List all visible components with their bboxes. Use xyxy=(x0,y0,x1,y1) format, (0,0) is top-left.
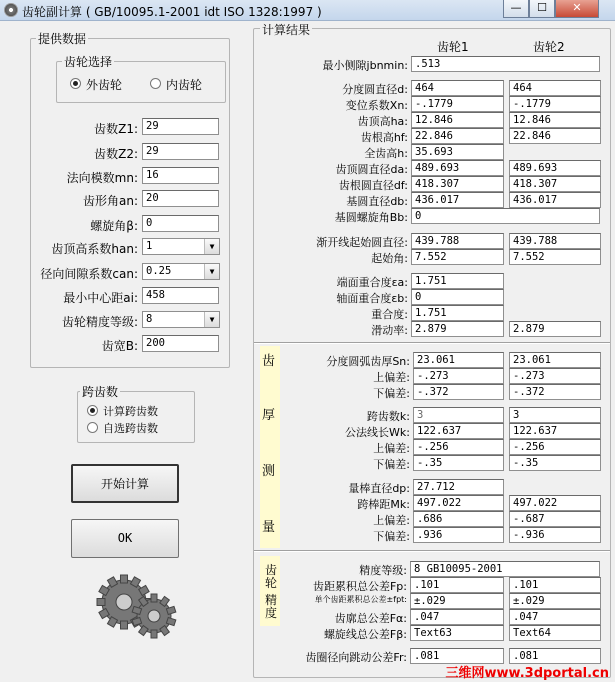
result-label: 跨齿数k: xyxy=(366,410,410,423)
result-value-gear1: .936 xyxy=(413,527,504,543)
result-value-gear2: 418.307 xyxy=(509,176,601,192)
input-value: 20 xyxy=(146,192,159,204)
ok-button[interactable]: OK xyxy=(71,519,179,558)
result-label: 齿顶圆直径da: xyxy=(335,163,408,176)
result-value-gear1: 3 xyxy=(413,407,504,423)
input-field[interactable] xyxy=(142,287,219,304)
result-label: 齿廓总公差Fα: xyxy=(334,612,407,625)
input-field-label: 径向间隙系数can: xyxy=(40,267,138,281)
result-value-gear2: 436.017 xyxy=(509,192,601,208)
gear-illustration xyxy=(92,570,182,642)
result-value-gear2: 122.637 xyxy=(509,423,601,439)
result-value-gear1: .513 xyxy=(411,56,600,72)
result-value-gear1: .101 xyxy=(410,577,504,593)
result-label: 基圆螺旋角Bb: xyxy=(334,211,408,224)
result-label: 螺旋线总公差Fβ: xyxy=(323,628,407,641)
result-label: 齿顶高ha: xyxy=(357,115,408,128)
result-label: 齿根高hf: xyxy=(360,131,408,144)
input-value: 458 xyxy=(146,289,165,301)
result-label: 上偏差: xyxy=(373,371,410,384)
input-field[interactable] xyxy=(142,215,219,232)
calc-span-radio[interactable] xyxy=(87,405,98,416)
watermark-text: 三维网www.3dportal.cn xyxy=(445,666,609,681)
result-value-gear1: 464 xyxy=(411,80,504,96)
result-value-gear2: 2.879 xyxy=(509,321,601,337)
internal-gear-radio[interactable] xyxy=(150,78,161,89)
input-value: 200 xyxy=(146,337,165,349)
result-value-gear2: 439.788 xyxy=(509,233,601,249)
input-group-title: 提供数据 xyxy=(38,32,87,46)
result-value-gear1: 35.693 xyxy=(411,144,504,160)
result-label: 跨棒距Mk: xyxy=(357,498,410,511)
gear1-column-header: 齿轮1 xyxy=(437,40,469,54)
thickness-char: 量 xyxy=(262,520,276,535)
maximize-button[interactable]: ☐ xyxy=(529,0,555,18)
result-label: 全齿高h: xyxy=(364,147,408,160)
result-label: 下偏差: xyxy=(373,530,410,543)
gear2-column-header: 齿轮2 xyxy=(533,40,565,54)
result-value-gear1: 22.846 xyxy=(411,128,504,144)
result-value-gear1: -.1779 xyxy=(411,96,504,112)
external-gear-radio[interactable] xyxy=(70,78,81,89)
chevron-down-icon[interactable]: ▼ xyxy=(204,264,219,279)
result-label: 上偏差: xyxy=(373,514,410,527)
result-value-gear2: .081 xyxy=(509,648,601,664)
input-field[interactable] xyxy=(142,335,219,352)
result-value-gear1: 497.022 xyxy=(413,495,504,511)
result-value-gear2: Text64 xyxy=(509,625,601,641)
result-value-gear1: 1.751 xyxy=(411,273,504,289)
results-group-title: 计算结果 xyxy=(262,23,311,37)
separator xyxy=(254,342,610,344)
input-field[interactable] xyxy=(142,118,219,135)
calc-span-label[interactable]: 计算跨齿数 xyxy=(103,405,158,418)
gear-type-title: 齿轮选择 xyxy=(64,55,113,69)
custom-span-label[interactable]: 自选跨齿数 xyxy=(103,422,158,435)
result-label: 变位系数Xn: xyxy=(345,99,408,112)
input-combo[interactable] xyxy=(142,238,220,255)
input-field-label: 齿数Z2: xyxy=(94,147,138,161)
result-value-gear1: 8 GB10095-2001 xyxy=(410,561,600,577)
thickness-char: 齿 xyxy=(262,354,276,369)
result-value-gear1: 489.693 xyxy=(411,160,504,176)
result-value-gear2: 23.061 xyxy=(509,352,601,368)
input-value: 16 xyxy=(146,169,159,181)
result-value-gear1: 2.879 xyxy=(411,321,504,337)
result-label: 分度圆直径d: xyxy=(342,83,408,96)
result-value-gear2: 22.846 xyxy=(509,128,601,144)
input-combo[interactable] xyxy=(142,263,220,280)
result-value-gear2: 489.693 xyxy=(509,160,601,176)
input-field-label: 齿顶高系数han: xyxy=(51,242,138,256)
accuracy-char: 精度 xyxy=(264,593,277,620)
start-calc-button[interactable]: 开始计算 xyxy=(71,464,179,503)
result-label: 最小侧隙jbnmin: xyxy=(322,59,408,72)
input-value: 29 xyxy=(146,145,159,157)
result-value-gear1: 122.637 xyxy=(413,423,504,439)
result-value-gear1: 0 xyxy=(411,208,600,224)
result-value-gear2: .101 xyxy=(509,577,601,593)
result-value-gear1: 23.061 xyxy=(413,352,504,368)
input-field-label: 螺旋角β: xyxy=(90,219,138,233)
result-value-gear2: .047 xyxy=(509,609,601,625)
result-value-gear2: ±.029 xyxy=(509,593,601,609)
thickness-char: 测 xyxy=(262,464,276,479)
input-combo[interactable] xyxy=(142,311,220,328)
result-label: 齿距累积总公差Fp: xyxy=(312,580,407,593)
gear-app-icon xyxy=(4,3,18,17)
result-value-gear1: 439.788 xyxy=(411,233,504,249)
separator xyxy=(254,550,610,552)
external-gear-label[interactable]: 外齿轮 xyxy=(86,78,123,92)
result-value-gear1: -.256 xyxy=(413,439,504,455)
result-label: 齿圈径向跳动公差Fr: xyxy=(305,651,407,664)
result-label: 滑动率: xyxy=(371,324,408,337)
result-label: 下偏差: xyxy=(373,387,410,400)
result-value-gear1: Text63 xyxy=(410,625,504,641)
result-value-gear2: -.256 xyxy=(509,439,601,455)
result-value-gear2: -.372 xyxy=(509,384,601,400)
result-value-gear1: 436.017 xyxy=(411,192,504,208)
result-value-gear2: 464 xyxy=(509,80,601,96)
result-value-gear1: 0 xyxy=(411,289,504,305)
result-value-gear1: -.273 xyxy=(413,368,504,384)
input-field-label: 法向模数mn: xyxy=(66,171,138,185)
result-value-gear2: -.936 xyxy=(509,527,601,543)
input-field-label: 齿数Z1: xyxy=(94,122,138,136)
close-button[interactable]: ✕ xyxy=(555,0,599,18)
input-value: 0.25 xyxy=(146,265,172,277)
result-label: 重合度: xyxy=(371,308,408,321)
result-value-gear1: 12.846 xyxy=(411,112,504,128)
input-value: 1 xyxy=(146,240,153,252)
result-value-gear2: 497.022 xyxy=(509,495,601,511)
result-label: 单个齿距累积总公差±fpt: xyxy=(314,595,407,604)
result-value-gear1: ±.029 xyxy=(410,593,504,609)
result-label: 起始角: xyxy=(371,252,408,265)
thickness-char: 厚 xyxy=(262,408,276,423)
input-value: 29 xyxy=(146,120,159,132)
input-field[interactable] xyxy=(142,190,219,207)
result-label: 轴面重合度εb: xyxy=(336,292,408,305)
result-label: 公法线长Wk: xyxy=(345,426,410,439)
result-label: 渐开线起始圆直径: xyxy=(316,236,408,249)
input-field-label: 齿轮精度等级: xyxy=(61,315,138,329)
input-value: 0 xyxy=(146,217,153,229)
result-value-gear1: .686 xyxy=(413,511,504,527)
result-value-gear1: 27.712 xyxy=(413,479,504,495)
result-label: 量棒直径dp: xyxy=(348,482,410,495)
result-value-gear2: -.1779 xyxy=(509,96,601,112)
chevron-down-icon[interactable]: ▼ xyxy=(204,312,219,327)
input-field[interactable] xyxy=(142,143,219,160)
result-value-gear1: -.35 xyxy=(413,455,504,471)
result-value-gear1: 1.751 xyxy=(411,305,504,321)
title-bar xyxy=(0,0,615,21)
result-value-gear2: -.273 xyxy=(509,368,601,384)
result-value-gear1: 418.307 xyxy=(411,176,504,192)
input-field-label: 最小中心距ai: xyxy=(63,291,138,305)
span-group-title: 跨齿数 xyxy=(82,385,119,399)
input-field[interactable] xyxy=(142,167,219,184)
result-value-gear2: 3 xyxy=(509,407,601,423)
result-label: 精度等级: xyxy=(359,564,407,577)
result-value-gear1: -.372 xyxy=(413,384,504,400)
result-value-gear2: -.687 xyxy=(509,511,601,527)
input-field-label: 齿宽B: xyxy=(101,339,138,353)
result-label: 基圆直径db: xyxy=(346,195,408,208)
result-value-gear1: .081 xyxy=(410,648,504,664)
input-field-label: 齿形角an: xyxy=(82,194,138,208)
result-label: 分度圆弧齿厚Sn: xyxy=(326,355,410,368)
custom-span-radio[interactable] xyxy=(87,422,98,433)
accuracy-char: 齿轮 xyxy=(264,563,277,590)
result-value-gear1: .047 xyxy=(410,609,504,625)
window-title: 齿轮副计算 ( GB/10095.1-2001 idt ISO 1328:1997 ) xyxy=(22,5,322,19)
result-label: 齿根圆直径df: xyxy=(338,179,408,192)
internal-gear-label[interactable]: 内齿轮 xyxy=(166,78,203,92)
result-label: 上偏差: xyxy=(373,442,410,455)
result-value-gear2: -.35 xyxy=(509,455,601,471)
result-value-gear1: 7.552 xyxy=(411,249,504,265)
result-value-gear2: 12.846 xyxy=(509,112,601,128)
result-label: 端面重合度εa: xyxy=(336,276,408,289)
chevron-down-icon[interactable]: ▼ xyxy=(204,239,219,254)
result-label: 下偏差: xyxy=(373,458,410,471)
input-value: 8 xyxy=(146,313,153,325)
result-value-gear2: 7.552 xyxy=(509,249,601,265)
minimize-button[interactable]: — xyxy=(503,0,529,18)
